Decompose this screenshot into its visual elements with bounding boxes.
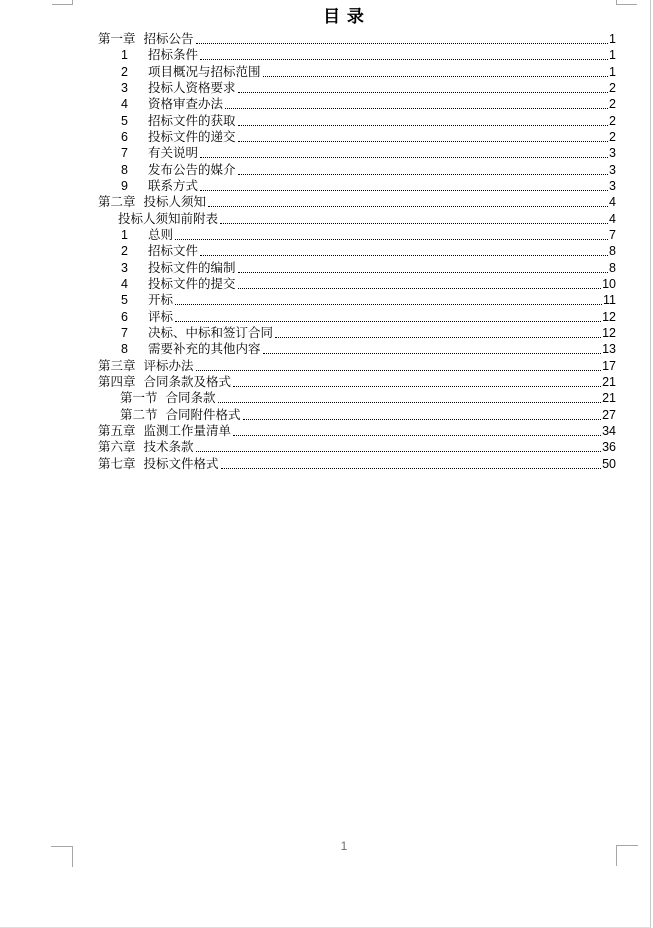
toc-entry-label: 7 — [121, 325, 128, 340]
toc-title: 目 录 — [323, 7, 365, 26]
dot-leader — [233, 374, 601, 387]
toc-entry-title: 投标人须知 — [143, 195, 207, 210]
toc-entry-title: 投标文件的递交 — [148, 129, 236, 144]
toc-entry-title: 投标人资格要求 — [148, 80, 236, 95]
toc-entry-label: 3 — [121, 80, 128, 95]
toc-entry-page: 4 — [609, 211, 616, 226]
dot-leader — [200, 145, 608, 158]
toc-entry[interactable] — [72, 325, 616, 341]
toc-entry-title: 招标条件 — [148, 48, 199, 63]
toc-entry[interactable] — [72, 194, 616, 210]
toc-entry-label: 第二节 — [120, 407, 158, 422]
text-boundary-mark-top-right — [616, 0, 637, 5]
toc-entry[interactable] — [72, 47, 616, 63]
toc-entry[interactable] — [72, 227, 616, 243]
toc-entry-page: 13 — [602, 342, 616, 357]
dot-leader — [200, 47, 608, 60]
toc-entry-label: 第三章 — [98, 358, 136, 373]
toc-entry-title: 资格审查办法 — [148, 97, 224, 112]
dot-leader — [238, 162, 609, 175]
dot-leader — [238, 80, 609, 93]
toc-entry-label: 8 — [121, 162, 128, 177]
toc-entry[interactable] — [72, 358, 616, 374]
toc-entry[interactable] — [72, 390, 616, 406]
dot-leader — [221, 456, 602, 469]
toc-entry-page: 3 — [609, 162, 616, 177]
toc-entry-label: 第一节 — [120, 391, 158, 406]
toc-entry-page: 12 — [602, 325, 616, 340]
toc-entry-page: 1 — [609, 48, 616, 63]
toc-entry[interactable] — [72, 129, 616, 145]
toc-entry-page: 27 — [602, 407, 616, 422]
toc-entry-label: 2 — [121, 244, 128, 259]
toc-entry-title: 开标 — [148, 293, 174, 308]
dot-leader — [275, 325, 601, 338]
dot-leader — [218, 390, 602, 403]
toc-entry-title: 监测工作量清单 — [143, 423, 232, 438]
toc-entry-page: 3 — [609, 178, 616, 193]
toc-entry-title: 需要补充的其他内容 — [148, 342, 261, 357]
toc-entry[interactable] — [72, 309, 616, 325]
toc-entry-label: 7 — [121, 146, 128, 161]
toc-entry-title: 评标 — [148, 309, 174, 324]
dot-leader — [243, 407, 602, 420]
toc-entry-title: 招标文件的获取 — [148, 113, 236, 128]
toc-entry[interactable] — [72, 64, 616, 80]
toc-entry[interactable] — [72, 374, 616, 390]
toc-entry-title: 评标办法 — [143, 358, 194, 373]
toc-entry[interactable] — [72, 407, 616, 423]
toc-entry-page: 2 — [609, 97, 616, 112]
toc-entry-page: 1 — [609, 64, 616, 79]
dot-leader — [225, 96, 608, 109]
toc-entry-page: 36 — [602, 440, 616, 455]
toc-entry[interactable] — [72, 96, 616, 112]
toc-entry-label: 第二章 — [98, 195, 136, 210]
toc-entry-title: 发布公告的媒介 — [148, 162, 236, 177]
toc-entry[interactable] — [72, 113, 616, 129]
toc-entry-label: 第六章 — [98, 440, 136, 455]
toc-entry-label: 5 — [121, 113, 128, 128]
page-content — [72, 4, 616, 472]
text-boundary-mark-top-left — [52, 0, 73, 5]
toc-entry-label: 6 — [121, 129, 128, 144]
toc-entry[interactable] — [72, 423, 616, 439]
toc-entry-page: 1 — [609, 32, 616, 46]
toc-entry-page: 3 — [609, 146, 616, 161]
text-boundary-mark-bottom-left — [51, 846, 73, 867]
toc-entry-page: 21 — [602, 391, 616, 406]
toc-entry-page: 4 — [609, 195, 616, 210]
toc-entry-title: 招标公告 — [143, 32, 194, 46]
toc-entry[interactable] — [72, 456, 616, 472]
toc-entry[interactable] — [72, 439, 616, 455]
toc-entry-label: 第七章 — [98, 456, 136, 471]
toc-entry-page: 7 — [609, 227, 616, 242]
dot-leader — [175, 292, 602, 305]
toc-entry-title: 投标人须知前附表 — [118, 211, 219, 226]
toc-entry[interactable] — [72, 292, 616, 308]
dot-leader — [238, 113, 609, 126]
toc-entry[interactable] — [72, 145, 616, 161]
toc-entry-label: 5 — [121, 293, 128, 308]
dot-leader — [233, 423, 601, 436]
toc-entry[interactable] — [72, 260, 616, 276]
footer-page-number: 1 — [340, 839, 348, 853]
toc-entry[interactable] — [72, 31, 616, 47]
dot-leader — [238, 129, 609, 142]
dot-leader — [238, 276, 602, 289]
dot-leader — [175, 227, 608, 240]
toc-entry-page: 50 — [602, 456, 616, 471]
toc-entry-page: 2 — [609, 80, 616, 95]
toc-entry[interactable] — [72, 341, 616, 357]
toc-entry-page: 34 — [602, 423, 616, 438]
toc-entry-page: 10 — [602, 276, 616, 291]
toc-entry-title: 招标文件 — [148, 244, 199, 259]
dot-leader — [238, 260, 609, 273]
toc-entry-title: 项目概况与招标范围 — [148, 64, 261, 79]
toc-entry-title: 技术条款 — [143, 440, 194, 455]
toc-entry-title: 投标文件的提交 — [148, 276, 236, 291]
toc-entry-page: 17 — [602, 358, 616, 373]
toc-entry-page: 11 — [603, 293, 616, 308]
dot-leader — [220, 211, 608, 224]
toc-entry-label: 第一章 — [98, 32, 136, 46]
toc-entry-page: 8 — [609, 244, 616, 259]
toc-entry[interactable] — [72, 162, 616, 178]
toc-entry-title: 合同条款及格式 — [143, 374, 232, 389]
toc-entry-title: 合同条款 — [165, 391, 216, 406]
toc-entry-label: 9 — [121, 178, 128, 193]
toc-entry[interactable] — [72, 276, 616, 292]
toc-entry-label: 6 — [121, 309, 128, 324]
dot-leader — [263, 64, 609, 77]
dot-leader — [196, 31, 609, 44]
toc-entry-title: 投标文件的编制 — [148, 260, 236, 275]
toc-entry-title: 总则 — [148, 227, 174, 242]
toc-entry-page: 2 — [609, 129, 616, 144]
dot-leader — [263, 341, 602, 354]
toc-entry-label: 2 — [121, 64, 128, 79]
toc-entry-page: 2 — [609, 113, 616, 128]
toc-entry-title: 联系方式 — [148, 178, 199, 193]
dot-leader — [175, 309, 601, 322]
dot-leader — [208, 194, 608, 207]
toc-entry-label: 3 — [121, 260, 128, 275]
dot-leader — [200, 243, 608, 256]
text-boundary-mark-bottom-right — [616, 845, 638, 866]
toc-entry[interactable] — [72, 80, 616, 96]
toc-entry-title: 投标文件格式 — [143, 456, 219, 471]
dot-leader — [196, 439, 602, 452]
toc-entry[interactable] — [72, 178, 616, 194]
toc-entry-label: 1 — [121, 227, 128, 242]
toc-entry-label: 第四章 — [98, 374, 136, 389]
toc-entry-label: 1 — [121, 48, 128, 63]
toc-entry-title: 合同附件格式 — [165, 407, 241, 422]
toc-entry-label: 8 — [121, 342, 128, 357]
toc-entry-page: 21 — [602, 374, 616, 389]
toc-entry-label: 4 — [121, 97, 128, 112]
toc-list — [72, 31, 616, 472]
toc-entry[interactable] — [72, 243, 616, 259]
toc-entry-page: 12 — [602, 309, 616, 324]
toc-entry-page: 8 — [609, 260, 616, 275]
toc-entry-label: 第五章 — [98, 423, 136, 438]
toc-entry-title: 有关说明 — [148, 146, 199, 161]
dot-leader — [200, 178, 608, 191]
toc-entry-label: 4 — [121, 276, 128, 291]
toc-entry[interactable] — [72, 211, 616, 227]
dot-leader — [196, 358, 602, 371]
toc-entry-title: 决标、中标和签订合同 — [148, 325, 274, 340]
